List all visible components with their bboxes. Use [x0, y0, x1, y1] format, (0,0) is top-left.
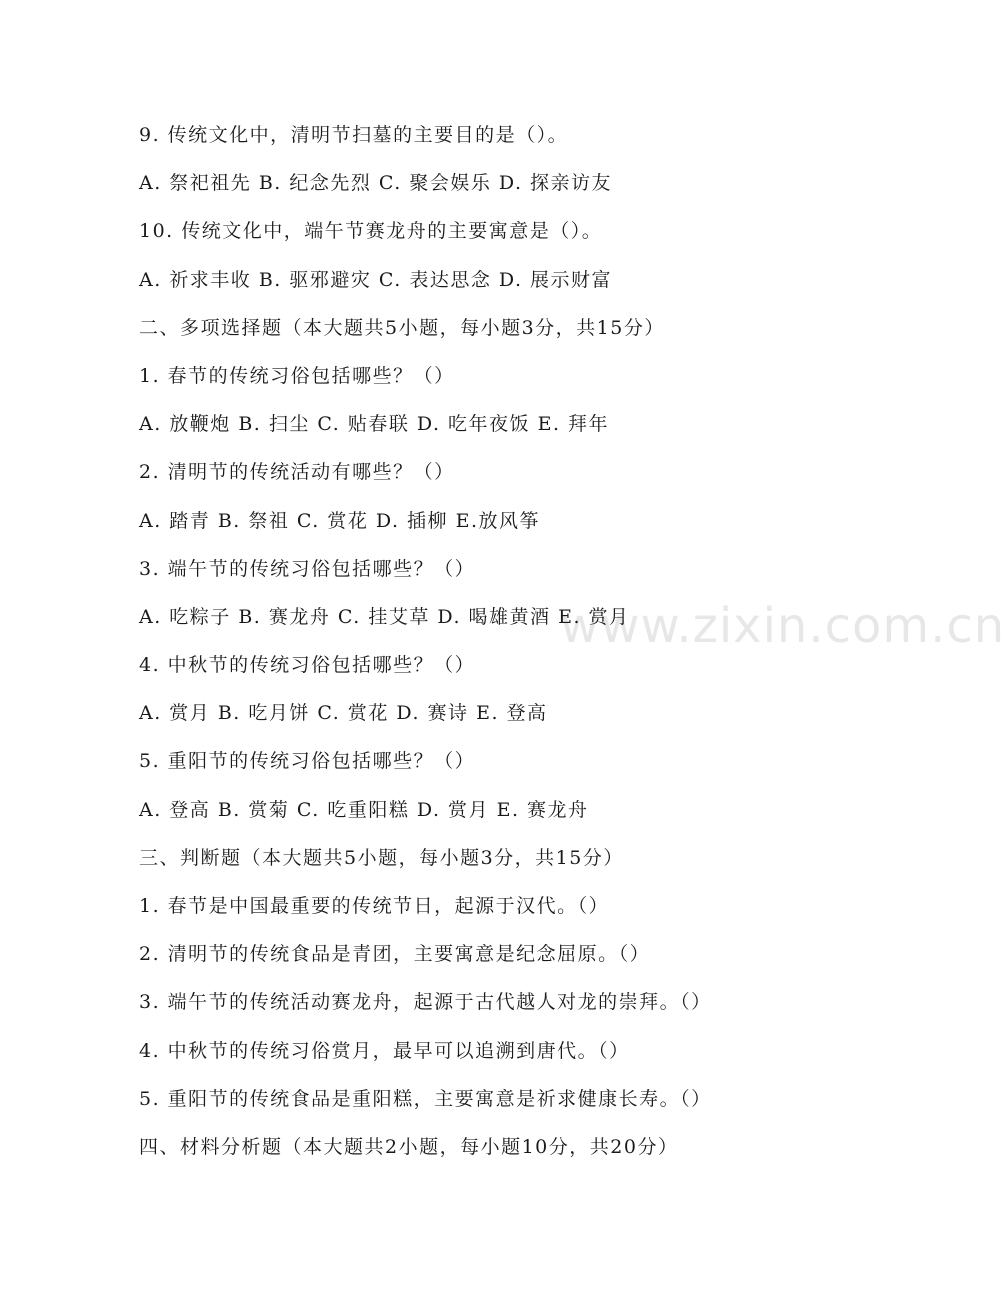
- mc-question-3-options: A. 吃粽子 B. 赛龙舟 C. 挂艾草 D. 喝雄黄酒 E. 赏月: [139, 605, 630, 628]
- tf-question-2: 2. 清明节的传统食品是青团，主要寓意是纪念屈原。（）: [139, 943, 651, 966]
- mc-question-1: 1. 春节的传统习俗包括哪些？（）: [139, 364, 455, 387]
- mc-question-2: 2. 清明节的传统活动有哪些？（）: [139, 461, 455, 484]
- question-10-options: A. 祈求丰收 B. 驱邪避灾 C. 表达思念 D. 展示财富: [139, 268, 613, 291]
- question-9: 9. 传统文化中，清明节扫墓的主要目的是（）。: [139, 124, 569, 146]
- tf-question-5: 5. 重阳节的传统食品是重阳糕，主要寓意是祈求健康长寿。（）: [139, 1087, 712, 1110]
- watermark-text: www.zixin.com.cn: [560, 598, 1005, 654]
- mc-question-5-options: A. 登高 B. 赏菊 C. 吃重阳糕 D. 赏月 E. 赛龙舟: [139, 798, 589, 821]
- section-heading-multiple-choice: 二、多项选择题（本大题共5小题，每小题3分，共15分）: [139, 316, 665, 339]
- tf-question-1: 1. 春节是中国最重要的传统节日，起源于汉代。（）: [139, 895, 610, 917]
- mc-question-1-options: A. 放鞭炮 B. 扫尘 C. 贴春联 D. 吃年夜饭 E. 拜年: [139, 413, 610, 436]
- section-heading-true-false: 三、判断题（本大题共5小题，每小题3分，共15分）: [139, 846, 624, 869]
- question-list: [139, 116, 879, 1176]
- question-10: 10. 传统文化中，端午节赛龙舟的主要寓意是（）。: [139, 220, 603, 243]
- section-heading-material-analysis: 四、材料分析题（本大题共2小题，每小题10分，共20分）: [139, 1135, 679, 1158]
- tf-question-3: 3. 端午节的传统活动赛龙舟，起源于古代越人对龙的崇拜。（）: [139, 991, 712, 1014]
- mc-question-4: 4. 中秋节的传统习俗包括哪些？（）: [139, 654, 476, 677]
- mc-question-2-options: A. 踏青 B. 祭祖 C. 赏花 D. 插柳 E.放风筝: [139, 509, 540, 532]
- mc-question-5: 5. 重阳节的传统习俗包括哪些？（）: [139, 750, 476, 773]
- question-9-options: A. 祭祀祖先 B. 纪念先烈 C. 聚会娱乐 D. 探亲访友: [139, 172, 613, 195]
- tf-question-4: 4. 中秋节的传统习俗赏月，最早可以追溯到唐代。（）: [139, 1039, 630, 1062]
- mc-question-3: 3. 端午节的传统习俗包括哪些？（）: [139, 557, 476, 580]
- mc-question-4-options: A. 赏月 B. 吃月饼 C. 赏花 D. 赛诗 E. 登高: [139, 702, 548, 725]
